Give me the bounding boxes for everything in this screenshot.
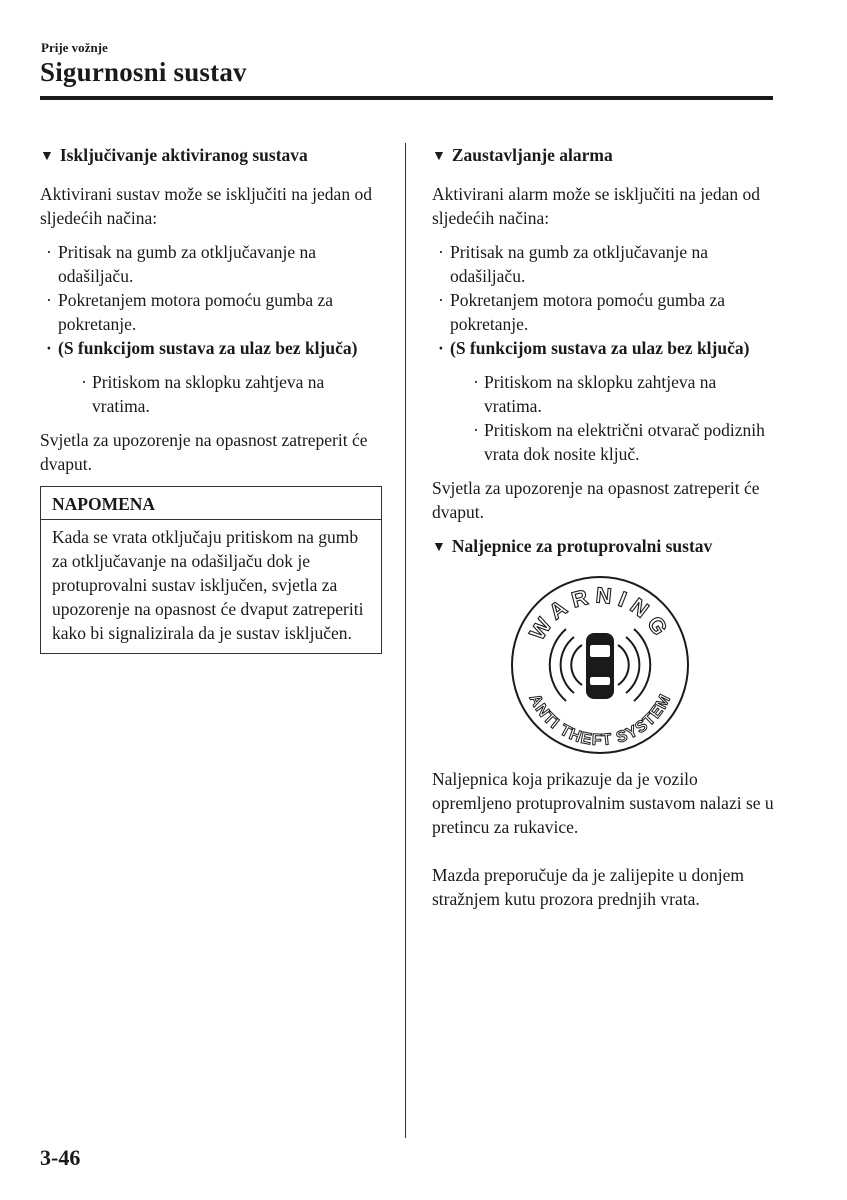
right-heading-text: Zaustavljanje alarma: [451, 145, 613, 165]
anti-theft-warning-badge: [508, 573, 692, 757]
column-divider: [405, 143, 406, 1138]
sub-list-item: · Pritiskom na sklopku zahtjeva na vratima.: [467, 370, 777, 418]
left-outro: Svjetla za upozorenje na opasnost zatreperit će dvaput.: [40, 430, 368, 474]
car-top-view-icon: [586, 633, 614, 699]
list-item: · Pokretanjem motora pomoću gumba za pokretanje.: [40, 288, 385, 336]
triangle-down-icon: ▼: [40, 149, 54, 164]
page-number: 3-46: [40, 1145, 81, 1170]
note-title: NAPOMENA: [41, 487, 381, 520]
triangle-down-icon: ▼: [432, 540, 446, 555]
left-heading-text: Isključivanje aktiviranog sustava: [59, 145, 308, 165]
note-box: [40, 486, 382, 654]
section-label: Prije vožnje: [41, 40, 108, 55]
list-item-keyless: [432, 336, 777, 466]
right-heading-2-text: Naljepnice za protuprovalni sustav: [451, 536, 713, 556]
left-sub-list: [58, 370, 385, 418]
left-intro: Aktivirani sustav može se isključiti na jedan od sljedećih načina:: [40, 184, 372, 228]
left-column: [40, 143, 385, 654]
badge-caption-location: Naljepnica koja prikazuje da je vozilo opremljeno protuprovalnim sustavom nalazi se u pretincu za rukavice.: [432, 769, 774, 837]
right-sub-list: [450, 370, 777, 466]
right-heading: [432, 143, 777, 170]
badge-top-text: WARNING: [524, 582, 676, 645]
sub-list-item: · Pritiskom na sklopku zahtjeva na vratima.: [75, 370, 385, 418]
right-bullet-list: [432, 240, 777, 466]
list-item: · Pritisak na gumb za otključavanje na odašiljaču.: [40, 240, 385, 288]
list-item-label: (S funkcijom sustava za ulaz bez ključa): [450, 338, 750, 358]
sub-list-item: · Pritiskom na električni otvarač podiznih vrata dok nosite ključ.: [467, 418, 777, 466]
list-item: · Pritisak na gumb za otključavanje na odašiljaču.: [432, 240, 777, 288]
triangle-down-icon: ▼: [432, 149, 446, 164]
caption-spacer: [432, 839, 777, 863]
right-heading-2: [432, 534, 777, 561]
right-column: [432, 143, 777, 911]
note-text: Kada se vrata otključaju pritiskom na gumb za otključavanje na odašiljaču dok je protuprovalni sustav isključen, svjetla za upozorenje na opasnost će dvaput zatreperiti kako bi signalizirala da je sustav isključen.: [52, 527, 364, 643]
page-title: Sigurnosni sustav: [40, 57, 247, 87]
left-heading: [40, 143, 385, 170]
title-rule: [40, 96, 773, 100]
badge-caption-recommendation: Mazda preporučuje da je zalijepite u donjem stražnjem kutu prozora prednjih vrata.: [432, 865, 744, 909]
list-item-label: (S funkcijom sustava za ulaz bez ključa): [58, 338, 358, 358]
badge-wrap: [432, 573, 777, 757]
right-intro: Aktivirani alarm može se isključiti na jedan od sljedećih načina:: [432, 184, 761, 228]
left-bullet-list: [40, 240, 385, 418]
list-item-keyless: [40, 336, 385, 418]
badge-bottom-text: ANTI THEFT SYSTEM: [525, 691, 675, 750]
right-outro: Svjetla za upozorenje na opasnost zatreperit će dvaput.: [432, 478, 760, 522]
list-item: · Pokretanjem motora pomoću gumba za pokretanje.: [432, 288, 777, 336]
